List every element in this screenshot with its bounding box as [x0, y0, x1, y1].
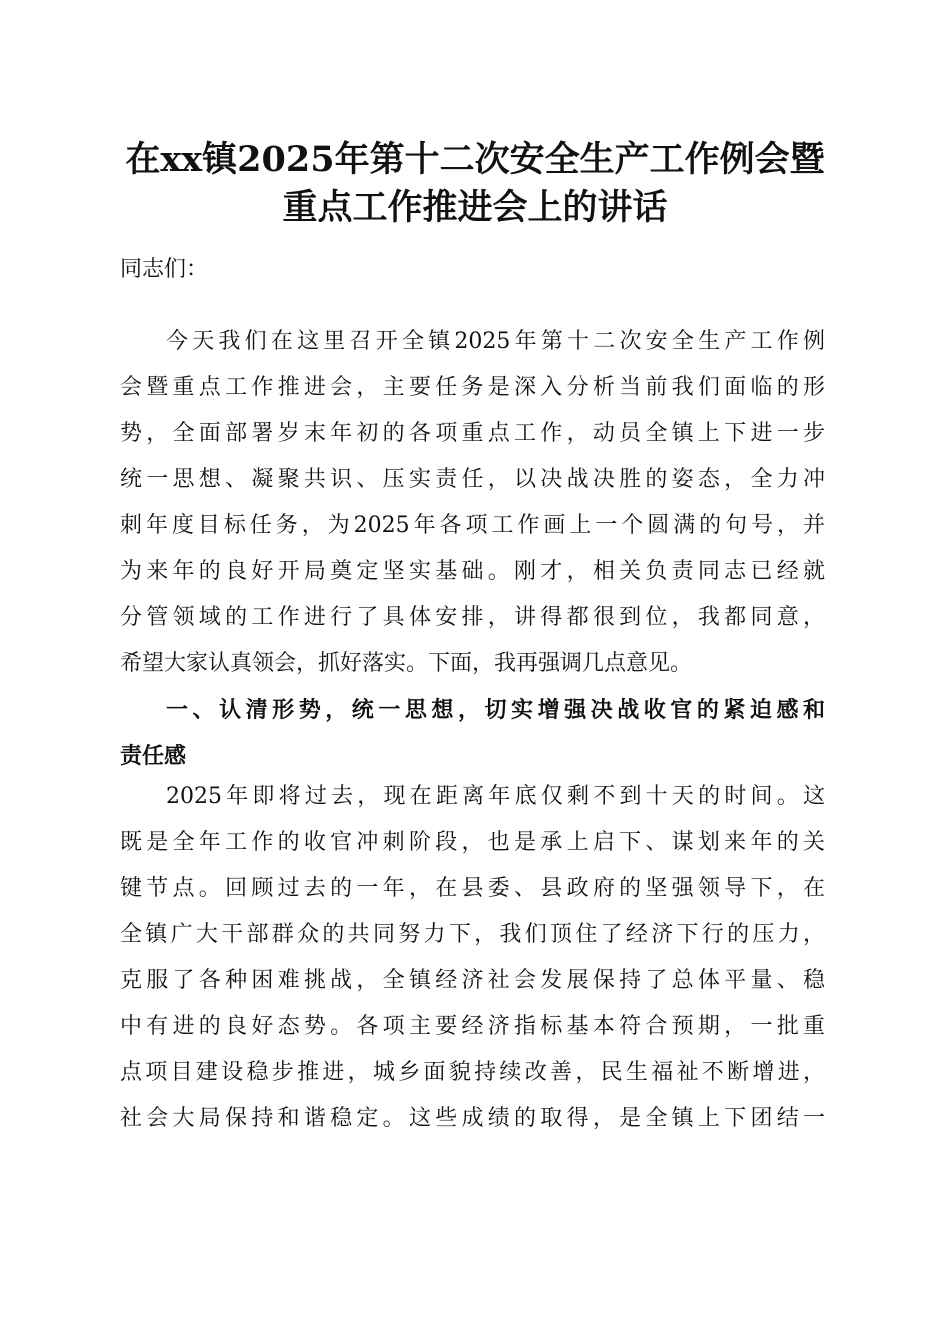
paragraph-1-line: 分管领域的工作进行了具体安排，讲得都很到位，我都同意，	[120, 605, 825, 630]
paragraph-2-line: 克服了各种困难挑战，全镇经济社会发展保持了总体平量、稳	[120, 968, 825, 993]
paragraph-2-line: 社会大局保持和谐稳定。这些成绩的取得，是全镇上下团结一	[120, 1106, 825, 1131]
paragraph-1-line: 统一思想、凝聚共识、压实责任，以决战决胜的姿态，全力冲	[120, 467, 825, 492]
paragraph-2-line: 既是全年工作的收官冲刺阶段，也是承上启下、谋划来年的关	[120, 830, 825, 855]
document-title-line-1: 在xx镇2025年第十二次安全生产工作例会暨	[125, 139, 825, 180]
section-heading-1-line: 一、认清形势，统一思想，切实增强决战收官的紧迫感和	[166, 698, 825, 723]
paragraph-2-line: 中有进的良好态势。各项主要经济指标基本符合预期，一批重	[120, 1014, 825, 1039]
paragraph-1-line: 希望大家认真领会，抓好落实。下面，我再强调几点意见。	[120, 651, 693, 676]
section-heading-1-line: 责任感	[120, 744, 187, 769]
paragraph-1-line: 会暨重点工作推进会，主要任务是深入分析当前我们面临的形	[120, 375, 825, 400]
paragraph-2-line: 2025年即将过去，现在距离年底仅剩不到十天的时间。这	[166, 784, 825, 809]
paragraph-2-line: 全镇广大干部群众的共同努力下，我们顶住了经济下行的压力，	[120, 922, 825, 947]
paragraph-1-line: 势，全面部署岁末年初的各项重点工作，动员全镇上下进一步	[120, 421, 825, 446]
paragraph-1-line: 今天我们在这里召开全镇2025年第十二次安全生产工作例	[166, 329, 825, 354]
document-title-line-2: 重点工作推进会上的讲话	[282, 187, 668, 228]
paragraph-1-line: 为来年的良好开局奠定坚实基础。刚才，相关负责同志已经就	[120, 559, 825, 584]
paragraph-2-line: 键节点。回顾过去的一年，在县委、县政府的坚强领导下，在	[120, 876, 825, 901]
paragraph-2-line: 点项目建设稳步推进，城乡面貌持续改善，民生福祉不断增进，	[120, 1060, 825, 1085]
salutation: 同志们：	[120, 257, 209, 282]
paragraph-1-line: 刺年度目标任务，为2025年各项工作画上一个圆满的句号，并	[120, 513, 825, 538]
